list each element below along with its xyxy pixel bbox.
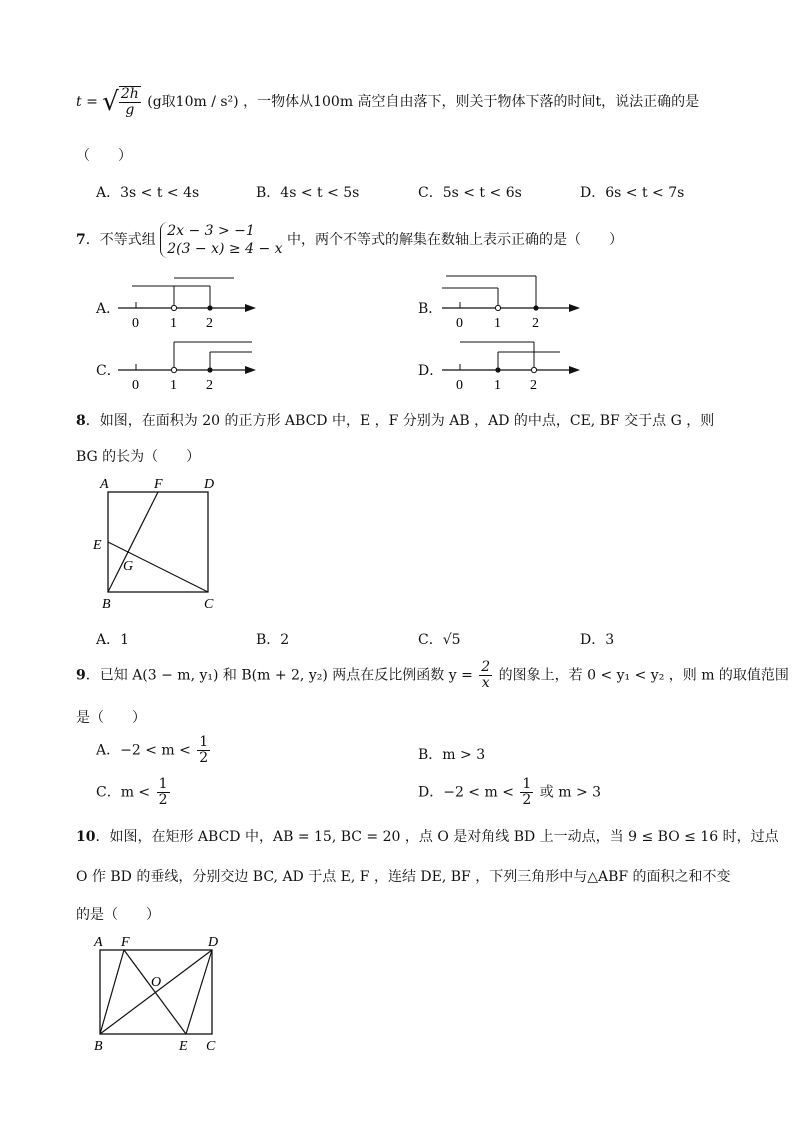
svg-text:2: 2 [206, 316, 213, 331]
q7-stem: 7．不等式组 2x − 3 > −1 2(3 − x) ≥ 4 − x 中，两个不等式的解集在数轴上表示正确的是（ ） [76, 223, 623, 257]
q7-option-d-label: D． [418, 363, 444, 379]
q10-line3: 的是（ ） [76, 907, 160, 923]
q9-fraction: $\frac{2}{x}$ [481, 659, 491, 691]
q6-option-c: C．5s < t < 6s [418, 185, 522, 201]
q6-g-note: g取10m / s² [152, 94, 234, 110]
q6-formula: t = √ $\frac{2h}{g}$ (g取10m / s²) ，一物体从100m 高空自由落下，则关于物体下落的时间t，说法正确的是 [76, 86, 700, 118]
q9-option-b: B．m > 3 [418, 747, 486, 763]
svg-text:E: E [179, 1039, 188, 1054]
q10-line1: 10．如图，在矩形 ABCD 中，AB = 15, BC = 20 ，点 O 是对角线 BD 上一动点，当 9 ≤ BO ≤ 16 时，过点 [76, 829, 779, 845]
svg-text:C: C [204, 597, 214, 612]
svg-text:C: C [206, 1039, 216, 1054]
q7-option-a-label: A． [96, 301, 121, 317]
q7-numberline-b [442, 272, 582, 334]
svg-text:0: 0 [456, 378, 463, 393]
q10-figure [90, 930, 230, 1054]
svg-text:1: 1 [170, 378, 177, 393]
q10-line2: O 作 BD 的垂线，分别交边 BC, AD 于点 E, F ，连结 DE, BF ，下列三角形中与△ABF 的面积之和不变 [76, 869, 731, 885]
svg-text:F: F [121, 935, 130, 950]
svg-text:2: 2 [206, 378, 213, 393]
q6-stem-tail: ，一物体从100m 高空自由落下，则关于物体下落的时间t，说法正确的是 [243, 94, 700, 110]
q6-sqrt-frac: $\frac{2h}{g}$ [120, 86, 139, 118]
svg-text:A: A [100, 477, 109, 492]
svg-text:2: 2 [532, 316, 539, 331]
svg-text:F: F [154, 477, 163, 492]
q8-line2: BG 的长为（ ） [76, 449, 201, 465]
q7-number: 7 [76, 232, 86, 248]
q7-numberline-d [442, 334, 582, 396]
svg-text:B: B [94, 1039, 103, 1054]
q6-option-a: A．3s < t < 4s [96, 185, 200, 201]
q7-numberline-c [118, 334, 258, 396]
q6-option-b: B．4s < t < 5s [256, 185, 360, 201]
q7-option-b-label: B． [418, 301, 443, 317]
q8-option-a: A．1 [96, 632, 130, 648]
q6-t-eq: t = [76, 94, 98, 110]
svg-text:B: B [102, 597, 111, 612]
svg-text:1: 1 [170, 316, 177, 331]
svg-text:O: O [151, 975, 162, 990]
svg-text:E: E [93, 538, 102, 553]
q6-option-d: D．6s < t < 7s [580, 185, 685, 201]
svg-text:0: 0 [456, 316, 463, 331]
q9-stem: 9．已知 A(3 − m, y₁) 和 B(m + 2, y₂) 两点在反比例函数 y = $\frac{2}{x}$ 的图象上，若 0 < y₁ < y₂ ，则 m 的取值范围 [76, 659, 789, 691]
svg-text:A: A [94, 935, 103, 950]
q8-option-d: D．3 [580, 632, 615, 648]
svg-text:2: 2 [530, 378, 537, 393]
q8-figure [90, 476, 230, 612]
q9-option-a: A．−2 < m < $\frac{1}{2}$ [96, 734, 209, 766]
svg-text:1: 1 [494, 316, 501, 331]
q9-line2: 是（ ） [76, 710, 146, 726]
svg-text:0: 0 [132, 316, 139, 331]
svg-text:D: D [208, 935, 219, 950]
q9-option-d: D．−2 < m < $\frac{1}{2}$ 或 m > 3 [418, 776, 602, 808]
q8-line1: 8．如图，在面积为 20 的正方形 ABCD 中，E ，F 分别为 AB ，AD 的中点，CE, BF 交于点 G ，则 [76, 413, 715, 429]
sqrt-sign: √ [102, 87, 119, 117]
svg-text:D: D [204, 477, 215, 492]
svg-text:0: 0 [132, 378, 139, 393]
q6-paren: （ ） [76, 148, 132, 164]
svg-text:1: 1 [494, 378, 501, 393]
q8-option-b: B．2 [256, 632, 290, 648]
q8-option-c: C．√5 [418, 632, 461, 648]
q7-numberline-a [118, 272, 258, 334]
q7-option-c-label: C． [96, 363, 121, 379]
svg-text:G: G [123, 559, 134, 574]
q9-option-c: C．m < $\frac{1}{2}$ [96, 776, 168, 808]
q7-system: 2x − 3 > −1 2(3 − x) ≥ 4 − x [160, 222, 282, 258]
